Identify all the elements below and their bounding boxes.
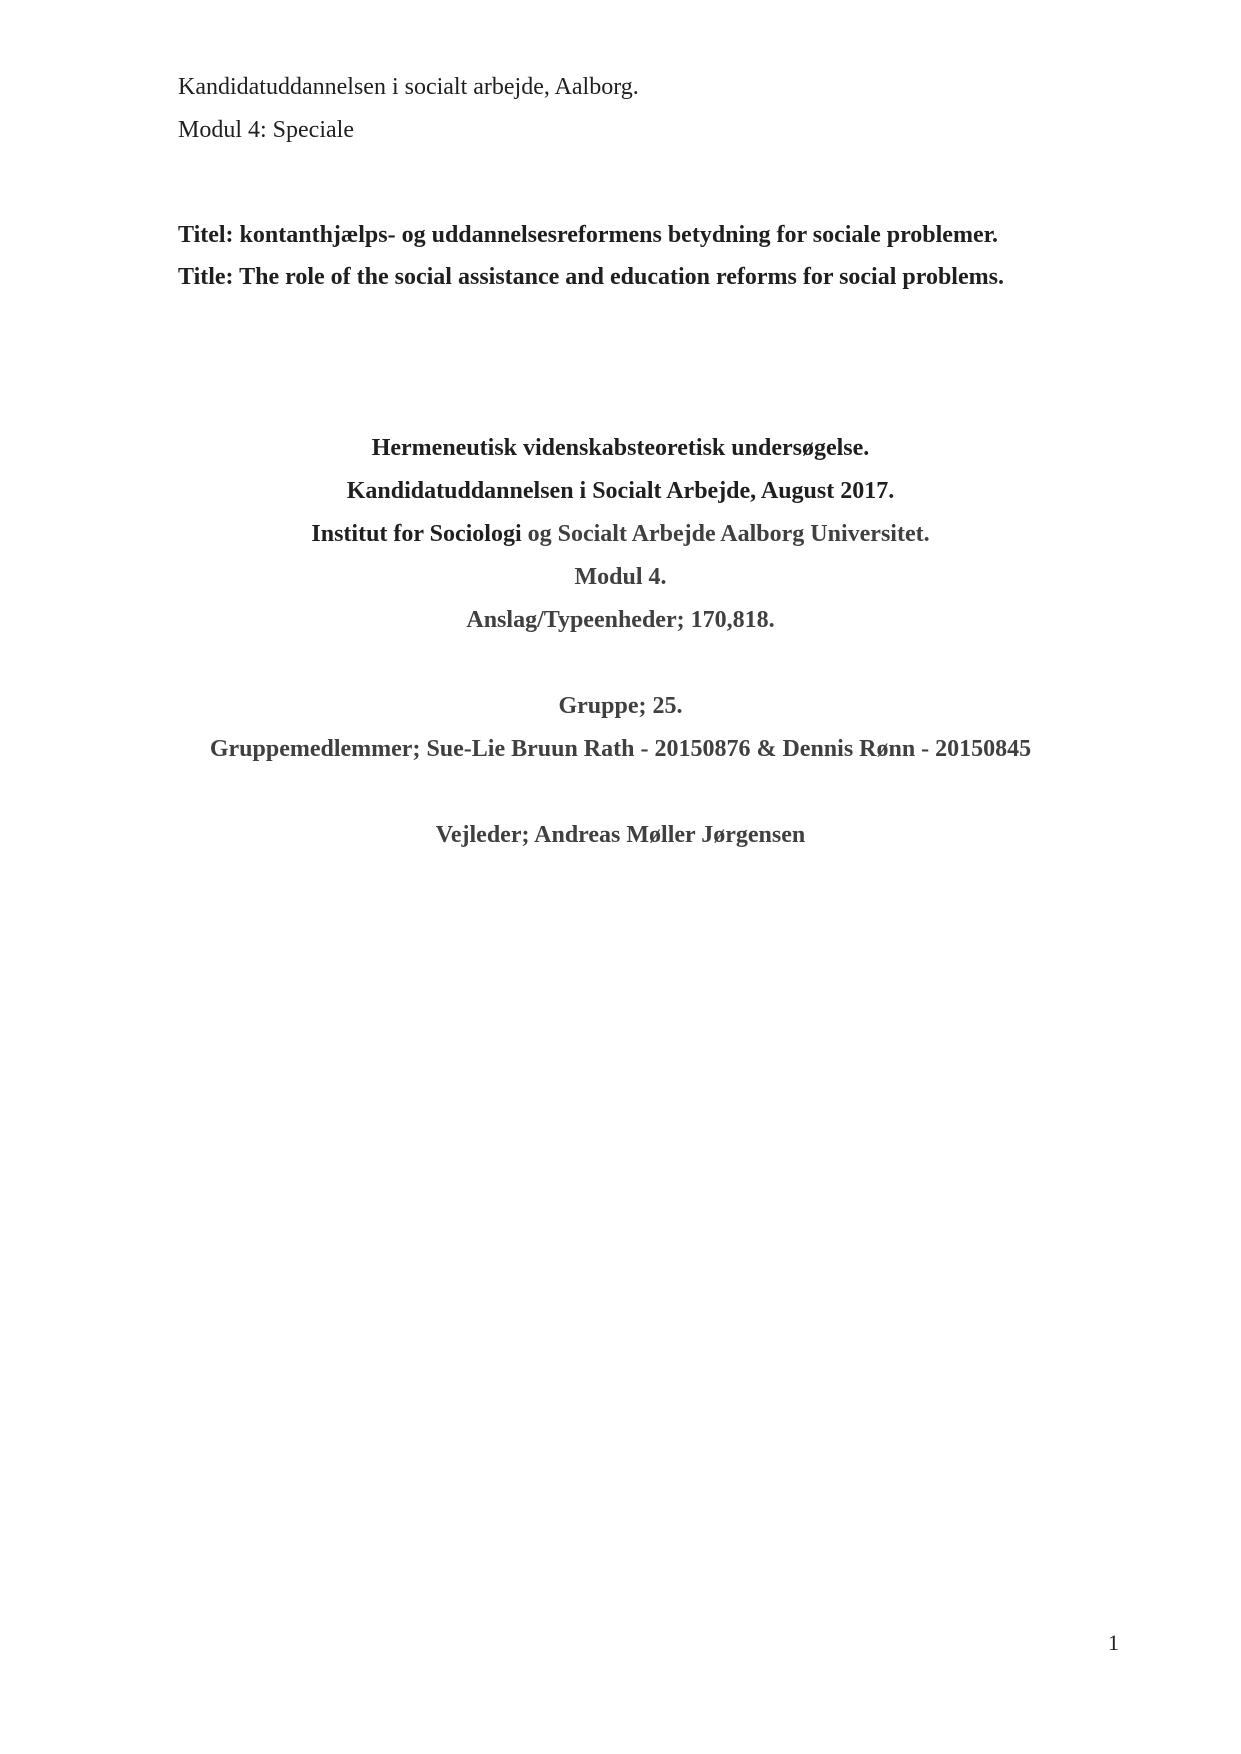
page-number: 1: [1108, 1630, 1119, 1655]
institute-line: [0, 521, 1241, 548]
members-line: Gruppemedlemmer; Sue-Lie Bruun Rath - 20150876 & Dennis Rønn - 20150845: [209, 736, 1032, 762]
institute-name-part2: og Socialt Arbejde Aalborg Universitet.: [521, 521, 930, 547]
characters-line: Anslag/Typeenheder; 170,818.: [466, 607, 775, 633]
group-line: Gruppe; 25.: [558, 693, 683, 719]
supervisor-line: Vejleder; Andreas Møller Jørgensen: [435, 822, 806, 848]
title-danish: Titel: kontanthjælps- og uddannelsesreformens betydning for sociale problemer.: [178, 222, 999, 248]
header-programme-line: Kandidatuddannelsen i socialt arbejde, Aalborg.: [178, 74, 639, 100]
module-line: Modul 4.: [574, 564, 667, 590]
title-english: Title: The role of the social assistance and education reforms for social problems.: [178, 264, 1004, 290]
header-module-line: Modul 4: Speciale: [178, 117, 354, 143]
institute-name-part1: Institut for Sociologi: [311, 521, 522, 547]
programme-line: Kandidatuddannelsen i Socialt Arbejde, August 2017.: [346, 478, 895, 504]
study-type-line: Hermeneutisk videnskabsteoretisk undersøgelse.: [371, 435, 870, 461]
